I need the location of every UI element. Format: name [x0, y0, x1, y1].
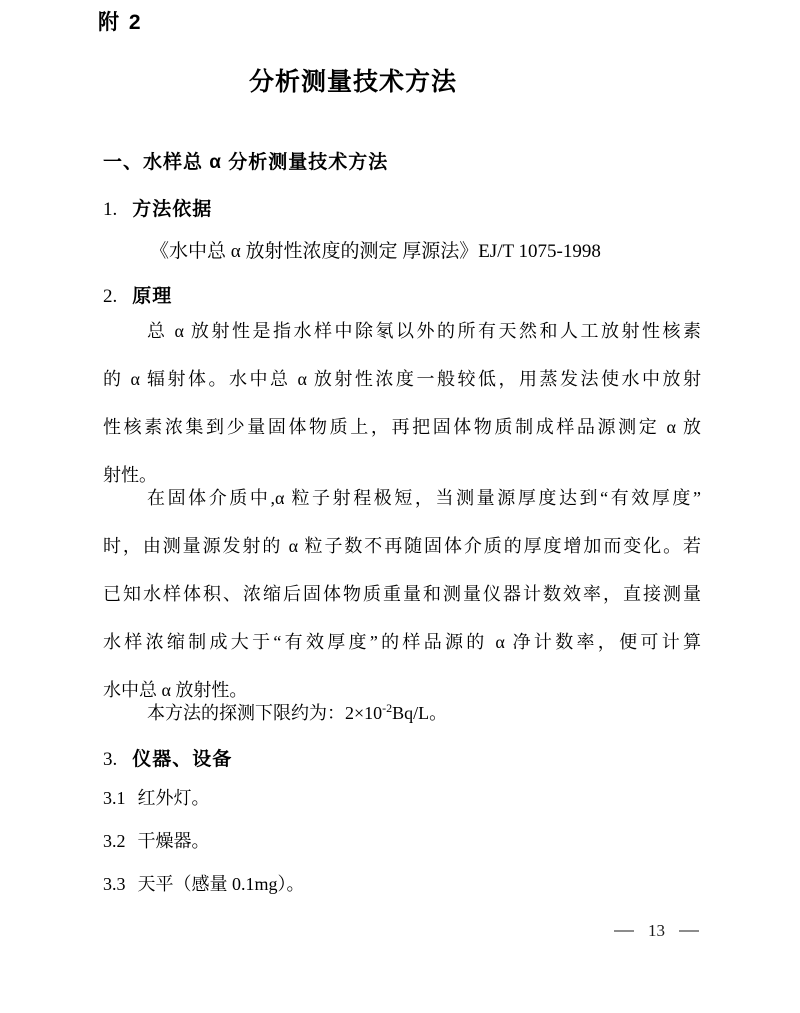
- section2-title: 原理: [132, 286, 173, 307]
- paragraph-line: 总 α 放射性是指水样中除氡以外的所有天然和人工放射性核素: [147, 321, 701, 341]
- detection-limit-prefix: 本方法的探测下限约为：2×10: [147, 703, 383, 723]
- paragraph-line: 在固体介质中,α 粒子射程极短，当测量源厚度达到“有效厚度”: [147, 488, 701, 508]
- method-reference: 《水中总 α 放射性浓度的测定 厚源法》EJ/T 1075-1998: [150, 241, 601, 262]
- equipment-item-number: 3.1: [103, 788, 126, 808]
- equipment-item: [103, 863, 701, 906]
- document-title: 分析测量技术方法: [248, 69, 457, 96]
- equipment-item: [103, 777, 701, 820]
- detection-limit-line: [103, 699, 701, 725]
- equipment-item-number: 3.3: [103, 874, 126, 894]
- paragraph-line: 性核素浓集到少量固体物质上，再把固体物质制成样品源测定 α 放: [103, 417, 701, 437]
- equipment-item-text: 干燥器。: [137, 831, 210, 851]
- page-footer: [614, 921, 699, 941]
- section1-title: 方法依据: [132, 199, 213, 220]
- section3-number: 3.: [103, 749, 118, 770]
- paragraph-line: 已知水样体积、浓缩后固体物质重量和测量仪器计数效率，直接测量: [103, 584, 701, 604]
- section2-number: 2.: [103, 286, 118, 307]
- section3-heading: [103, 744, 232, 771]
- detection-limit-suffix: Bq/L。: [392, 703, 448, 723]
- paragraph-line: 的 α 辐射体。水中总 α 放射性浓度一般较低，用蒸发法使水中放射: [103, 369, 701, 389]
- main-heading: 一、水样总 α 分析测量技术方法: [103, 152, 389, 173]
- equipment-list: [103, 777, 701, 906]
- section3-title: 仪器、设备: [132, 749, 233, 770]
- equipment-item-text: 天平（感量 0.1mg）。: [137, 874, 305, 894]
- footer-dash-icon: [679, 930, 699, 932]
- footer-page-number: 13: [648, 921, 665, 940]
- paragraph-line: 水中总 α 放射性。: [103, 680, 248, 700]
- appendix-label: 附 2: [98, 11, 143, 34]
- equipment-item-text: 红外灯。: [137, 788, 210, 808]
- paragraph-line: 水样浓缩制成大于“有效厚度”的样品源的 α 净计数率，便可计算: [103, 632, 701, 652]
- equipment-item-number: 3.2: [103, 831, 126, 851]
- section1-heading: [103, 194, 212, 221]
- principle-paragraph-1: [103, 307, 701, 499]
- principle-paragraph-2: [103, 474, 701, 714]
- paragraph-line: 射性。: [103, 465, 157, 485]
- equipment-item: [103, 820, 701, 863]
- footer-dash-icon: [614, 930, 634, 932]
- section2-heading: [103, 281, 172, 308]
- section1-number: 1.: [103, 199, 118, 220]
- paragraph-line: 时，由测量源发射的 α 粒子数不再随固体介质的厚度增加而变化。若: [103, 536, 701, 556]
- detection-limit-exponent: -2: [382, 701, 393, 715]
